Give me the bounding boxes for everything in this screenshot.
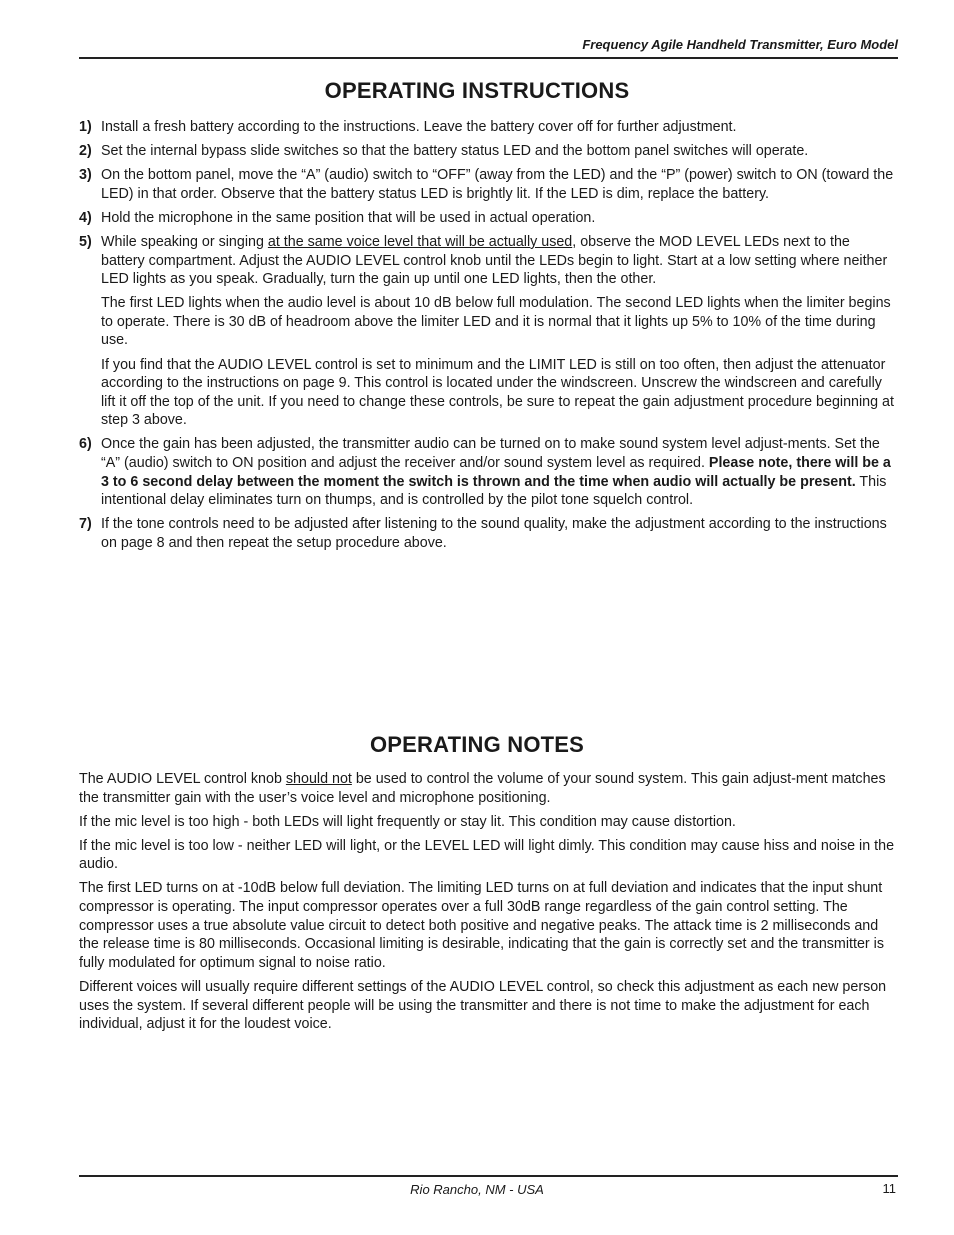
step-5 [79,233,896,430]
step-text-rest: , observe the MOD LEVEL LEDs next to the battery compartment. Adjust the AUDIO LEVEL control knob until the LEDs begin to light. Start at a low setting where neither LED lights as you speak. Gradually, turn the gain up until one LED lights, then the other. [101,233,888,288]
step-number: 6) [79,436,92,453]
step-paragraph: If you find that the AUDIO LEVEL control is set to minimum and the LIMIT LED is still on too often, then adjust the attenuator according to the instructions on page 9. This control is located under the windscreen. Unscrew the windscreen and carefully lift it off the top of the unit. If you need to change these controls, be sure to repeat the gain adjustment procedure beginning at step 3 above. [101,356,894,429]
step-text: Set the internal bypass slide switches so that the battery status LED and the bottom panel switches will operate. [101,143,809,160]
step-7 [79,515,896,552]
step-paragraph: The first LED lights when the audio level is about 10 dB below full modulation. The second LED lights when the limiter begins to operate. There is 30 dB of headroom above the limiter LED and it is normal that it lights up 5% to 10% of the time during use. [101,295,891,349]
step-1 [79,118,896,137]
step-text: Install a fresh battery according to the instructions. Leave the battery cover off for further adjustment. [101,119,737,135]
step-number: 3) [79,167,92,184]
step-text [101,435,896,509]
operating-notes-heading: OPERATING NOTES [369,732,585,757]
step-6 [79,435,896,509]
step-2 [79,142,896,161]
step-number: 2) [79,143,92,160]
note-paragraph: The first LED turns on at -10dB below full deviation. The limiting LED turns on at full deviation and indicates that the input shunt compressor is operating. The input compressor operates over a full 30dB range regardless of the gain control setting. The compressor uses a true absolute value circuit to detect both positive and negative peaks. The attack time is 2 milliseconds and the release time is 80 milliseconds. Occasional limiting is desirable, indicating that the gain is correctly set and the transmitter is fully modulated for optimum signal to noise ratio. [79,880,884,971]
step-number: 5) [79,233,92,250]
step-number: 4) [79,209,92,226]
step-number: 1) [79,119,92,135]
step-3 [79,166,896,203]
step-4 [79,209,896,228]
step-number: 7) [79,516,92,533]
step-text: On the bottom panel, move the “A” (audio) switch to “OFF” (away from the LED) and the “P” (power) switch to ON (toward the LED) in that order. Observe that the battery status LED is brightly lit. If the LED is dim, replace the battery. [101,167,894,202]
step-text-lead: Once the gain has been adjusted, the transmitter audio can be turned on to make sound system level adjust-ments. Set the “A” (audio) switch to ON position and adjust the receiver and/or sound system level as required. [101,436,880,471]
step-text-rest: This intentional delay eliminates turn on thumps, and is controlled by the pilot tone squelch control. [101,473,887,509]
instruction-steps [79,118,896,558]
step-text: Hold the microphone in the same position that will be used in actual operation. [101,209,596,226]
step-emphasis-underline: at the same voice level that will be actually used [267,233,573,250]
note-text-rest: be used to control the volume of your sound system. This gain adjust-ment matches the transmitter gain with the user’s voice level and microphone positioning. [79,771,886,806]
step-text: If the tone controls need to be adjusted after listening to the sound quality, make the adjustment according to the instructions on page 8 and then repeat the setup procedure above. [101,516,887,551]
note-paragraph: Different voices will usually require different settings of the AUDIO LEVEL control, so check this adjustment as each new person uses the system. If several different people will be using the transmitter and there is not time to make the adjustment for each individual, adjust it for the loudest voice. [79,978,887,1033]
delay-warning: Please note, there will be a 3 to 6 second delay between the moment the switch is thrown and the time when audio will actually be present. [101,455,891,490]
step-text [101,233,896,289]
note-paragraph: If the mic level is too low - neither LED will light, or the LEVEL LED will light dimly. This condition may cause hiss and noise in the audio. [79,837,895,873]
footer-location: Rio Rancho, NM - USA [410,1182,544,1197]
header-rule [79,57,898,59]
operating-instructions-heading: OPERATING INSTRUCTIONS [324,78,630,103]
note-text-lead: The AUDIO LEVEL control knob [79,771,286,787]
running-header: Frequency Agile Handheld Transmitter, Euro Model [582,37,898,52]
note-paragraph: If the mic level is too high - both LEDs will light frequently or stay lit. This condition may cause distortion. [79,813,736,830]
note-paragraph [79,770,896,807]
step-text-lead: While speaking or singing [101,233,268,250]
page-number: 11 [882,1181,896,1196]
note-emphasis-underline: should not [285,771,352,787]
operating-notes [79,770,896,1039]
footer-rule [79,1175,898,1177]
